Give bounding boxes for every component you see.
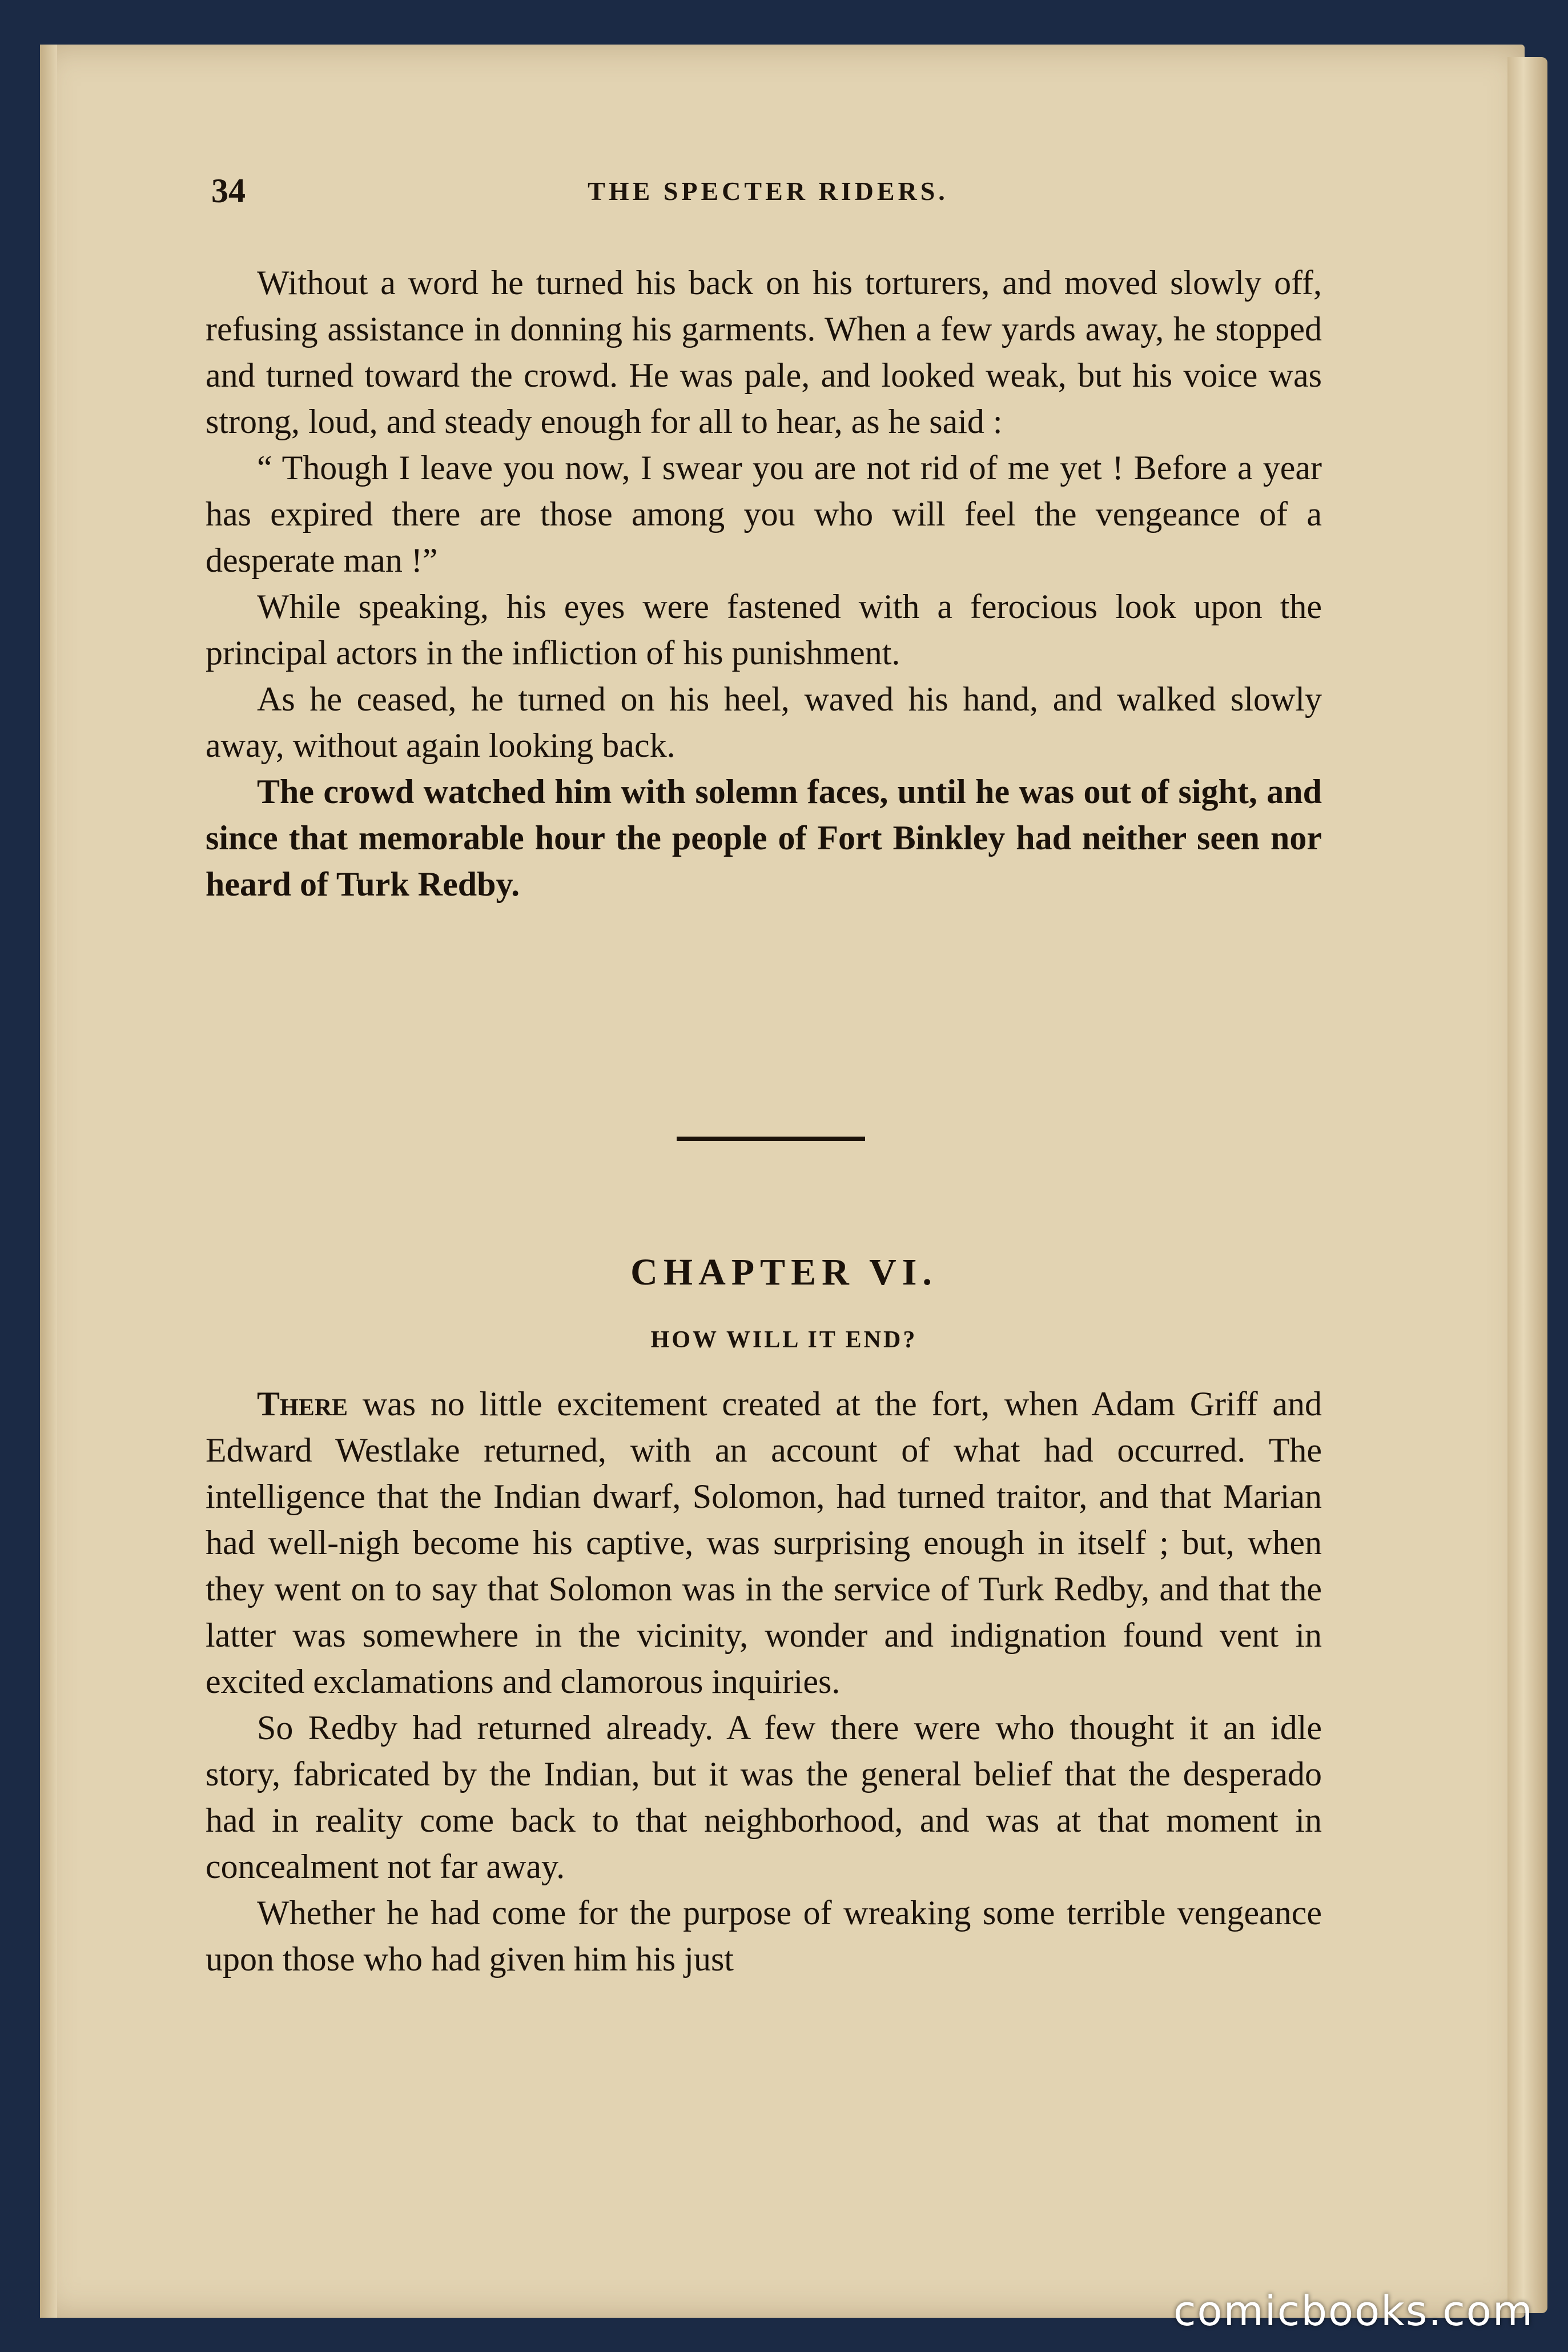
paragraph: “ Though I leave you now, I swear you are not rid of me yet ! Before a year has expired there are those among you who will feel the vengeance of a desperate man !” [206, 449, 1322, 579]
watermark-text: comicbooks.com [1173, 2287, 1534, 2335]
paragraph: The crowd watched him with solemn faces, until he was out of sight, and since that memorable hour the people of Fort Binkley had neither seen nor heard of Turk Redby. [206, 773, 1322, 903]
paragraph: While speaking, his eyes were fastened with a ferocious look upon the principal actors in the infliction of his punishment. [206, 588, 1322, 672]
paragraph: So Redby had returned already. A few there were who thought it an idle story, fabricated by the Indian, but it was the general belief that the desperado had in reality come back to that neighborhood, and was at that moment in concealment not far away. [206, 1709, 1322, 1885]
page-number: 34 [211, 172, 246, 210]
paragraph [206, 1381, 1322, 1705]
page-header [211, 171, 1325, 223]
chapter-subtitle: HOW WILL IT END? [650, 1327, 918, 1353]
paragraph-text: was no little excitement created at the fort, when Adam Griff and Edward Westlake returned, with an account of what had occurred. The intelligence that the Indian dwarf, Solomon, had turned traitor, and that Marian had well-nigh become his captive, was surprising enough in itself ; but, when they went on to say that Solomon was in the service of Turk Redby, and that the latter was somewhere in the vicinity, wonder and indignation found vent in excited exclamations and clamorous inquiries. [206, 1385, 1322, 1700]
chapter-title: CHAPTER VI. [630, 1251, 938, 1293]
page-edge [1507, 57, 1547, 2313]
section-divider [677, 1137, 865, 1141]
paragraph: Whether he had come for the purpose of wreaking some terrible vengeance upon those who had given him his just [206, 1894, 1322, 1978]
page-gutter-shadow [40, 45, 57, 2318]
paragraph: As he ceased, he turned on his heel, waved his hand, and walked slowly away, without again looking back. [206, 680, 1322, 764]
text-section-2 [206, 1381, 1322, 1982]
opening-word: There [257, 1385, 348, 1423]
running-title: THE SPECTER RIDERS. [588, 176, 948, 206]
text-section-1 [206, 260, 1322, 908]
paragraph: Without a word he turned his back on his torturers, and moved slowly off, refusing assistance in donning his garments. When a few yards away, he stopped and turned toward the crowd. He was pale, and looked weak, but his voice was strong, loud, and steady enough for all to hear, as he said : [206, 264, 1322, 440]
